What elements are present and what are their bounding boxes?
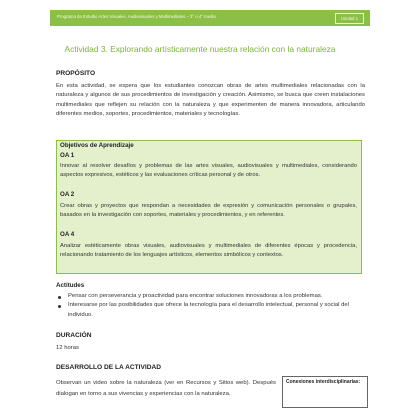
desarrollo-heading: DESARROLLO DE LA ACTIVIDAD — [56, 364, 162, 371]
actitudes-list — [56, 292, 366, 320]
desarrollo-text: Observan un video sobre la naturaleza (ver en Recursos y Sitios web). Después dialogan en torno a sus vivencias y experiencias con la naturaleza. — [56, 380, 276, 397]
conexiones-label: Conexiones interdisciplinarias: — [286, 379, 361, 385]
proposito-heading: PROPÓSITO — [56, 70, 96, 77]
actitudes-heading: Actitudes — [56, 282, 85, 289]
oa-text: Analizar estéticamente obras visuales, audiovisuales y multimediales de diferentes épocas y procedencia, relacionando tratamiento de los lenguajes artísticos, elementos simbólicos y contextos. — [60, 243, 357, 259]
proposito-text: En esta actividad, se espera que los estudiantes conozcan obras de artes multimediales relacionadas con la naturaleza y algunos de sus procedimientos de investigación y creación. Asimismo, se busca que creen instalaciones multimediales que reflejen su relación con la naturaleza y que experimenten de manera innovadora, articulando diferentes medios, soportes, procedimientos, materiales y tecnologías. — [56, 83, 365, 117]
list-item: Interesarse por las posibilidades que ofrece la tecnología para el desarrollo intelectual, personal y social del individuo. — [56, 301, 366, 320]
oa-text: Innovar al resolver desafíos y problemas de las artes visuales, audiovisuales y multimediales, considerando aspectos expresivos, estéticos y las evaluaciones críticas personal y de otros. — [60, 163, 357, 179]
duracion-value: 12 horas — [56, 345, 79, 351]
duracion-heading: DURACIÓN — [56, 332, 92, 339]
oa-label: OA 2 — [60, 191, 75, 198]
oa-label: OA 4 — [60, 231, 75, 238]
list-item: Pensar con perseverancia y proactividad para encontrar soluciones innovadoras a los problemas. — [56, 292, 366, 301]
unit-badge: Unidad 1 — [335, 13, 364, 24]
activity-title: Actividad 3. Explorando artísticamente nuestra relación con la naturaleza — [64, 44, 336, 54]
header-banner — [50, 10, 370, 26]
program-name: Programa de Estudio Artes Visuales, Audiovisuales y Multimediales – 3° o 4° medio — [57, 14, 216, 19]
objetivos-heading: Objetivos de Aprendizaje — [60, 142, 134, 149]
oa-label: OA 1 — [60, 152, 75, 159]
oa-text: Crear obras y proyectos que respondan a necesidades de expresión y comunicación personales o grupales, basados en la investigación con soportes, materiales y procedimientos, y en referentes. — [60, 203, 357, 219]
